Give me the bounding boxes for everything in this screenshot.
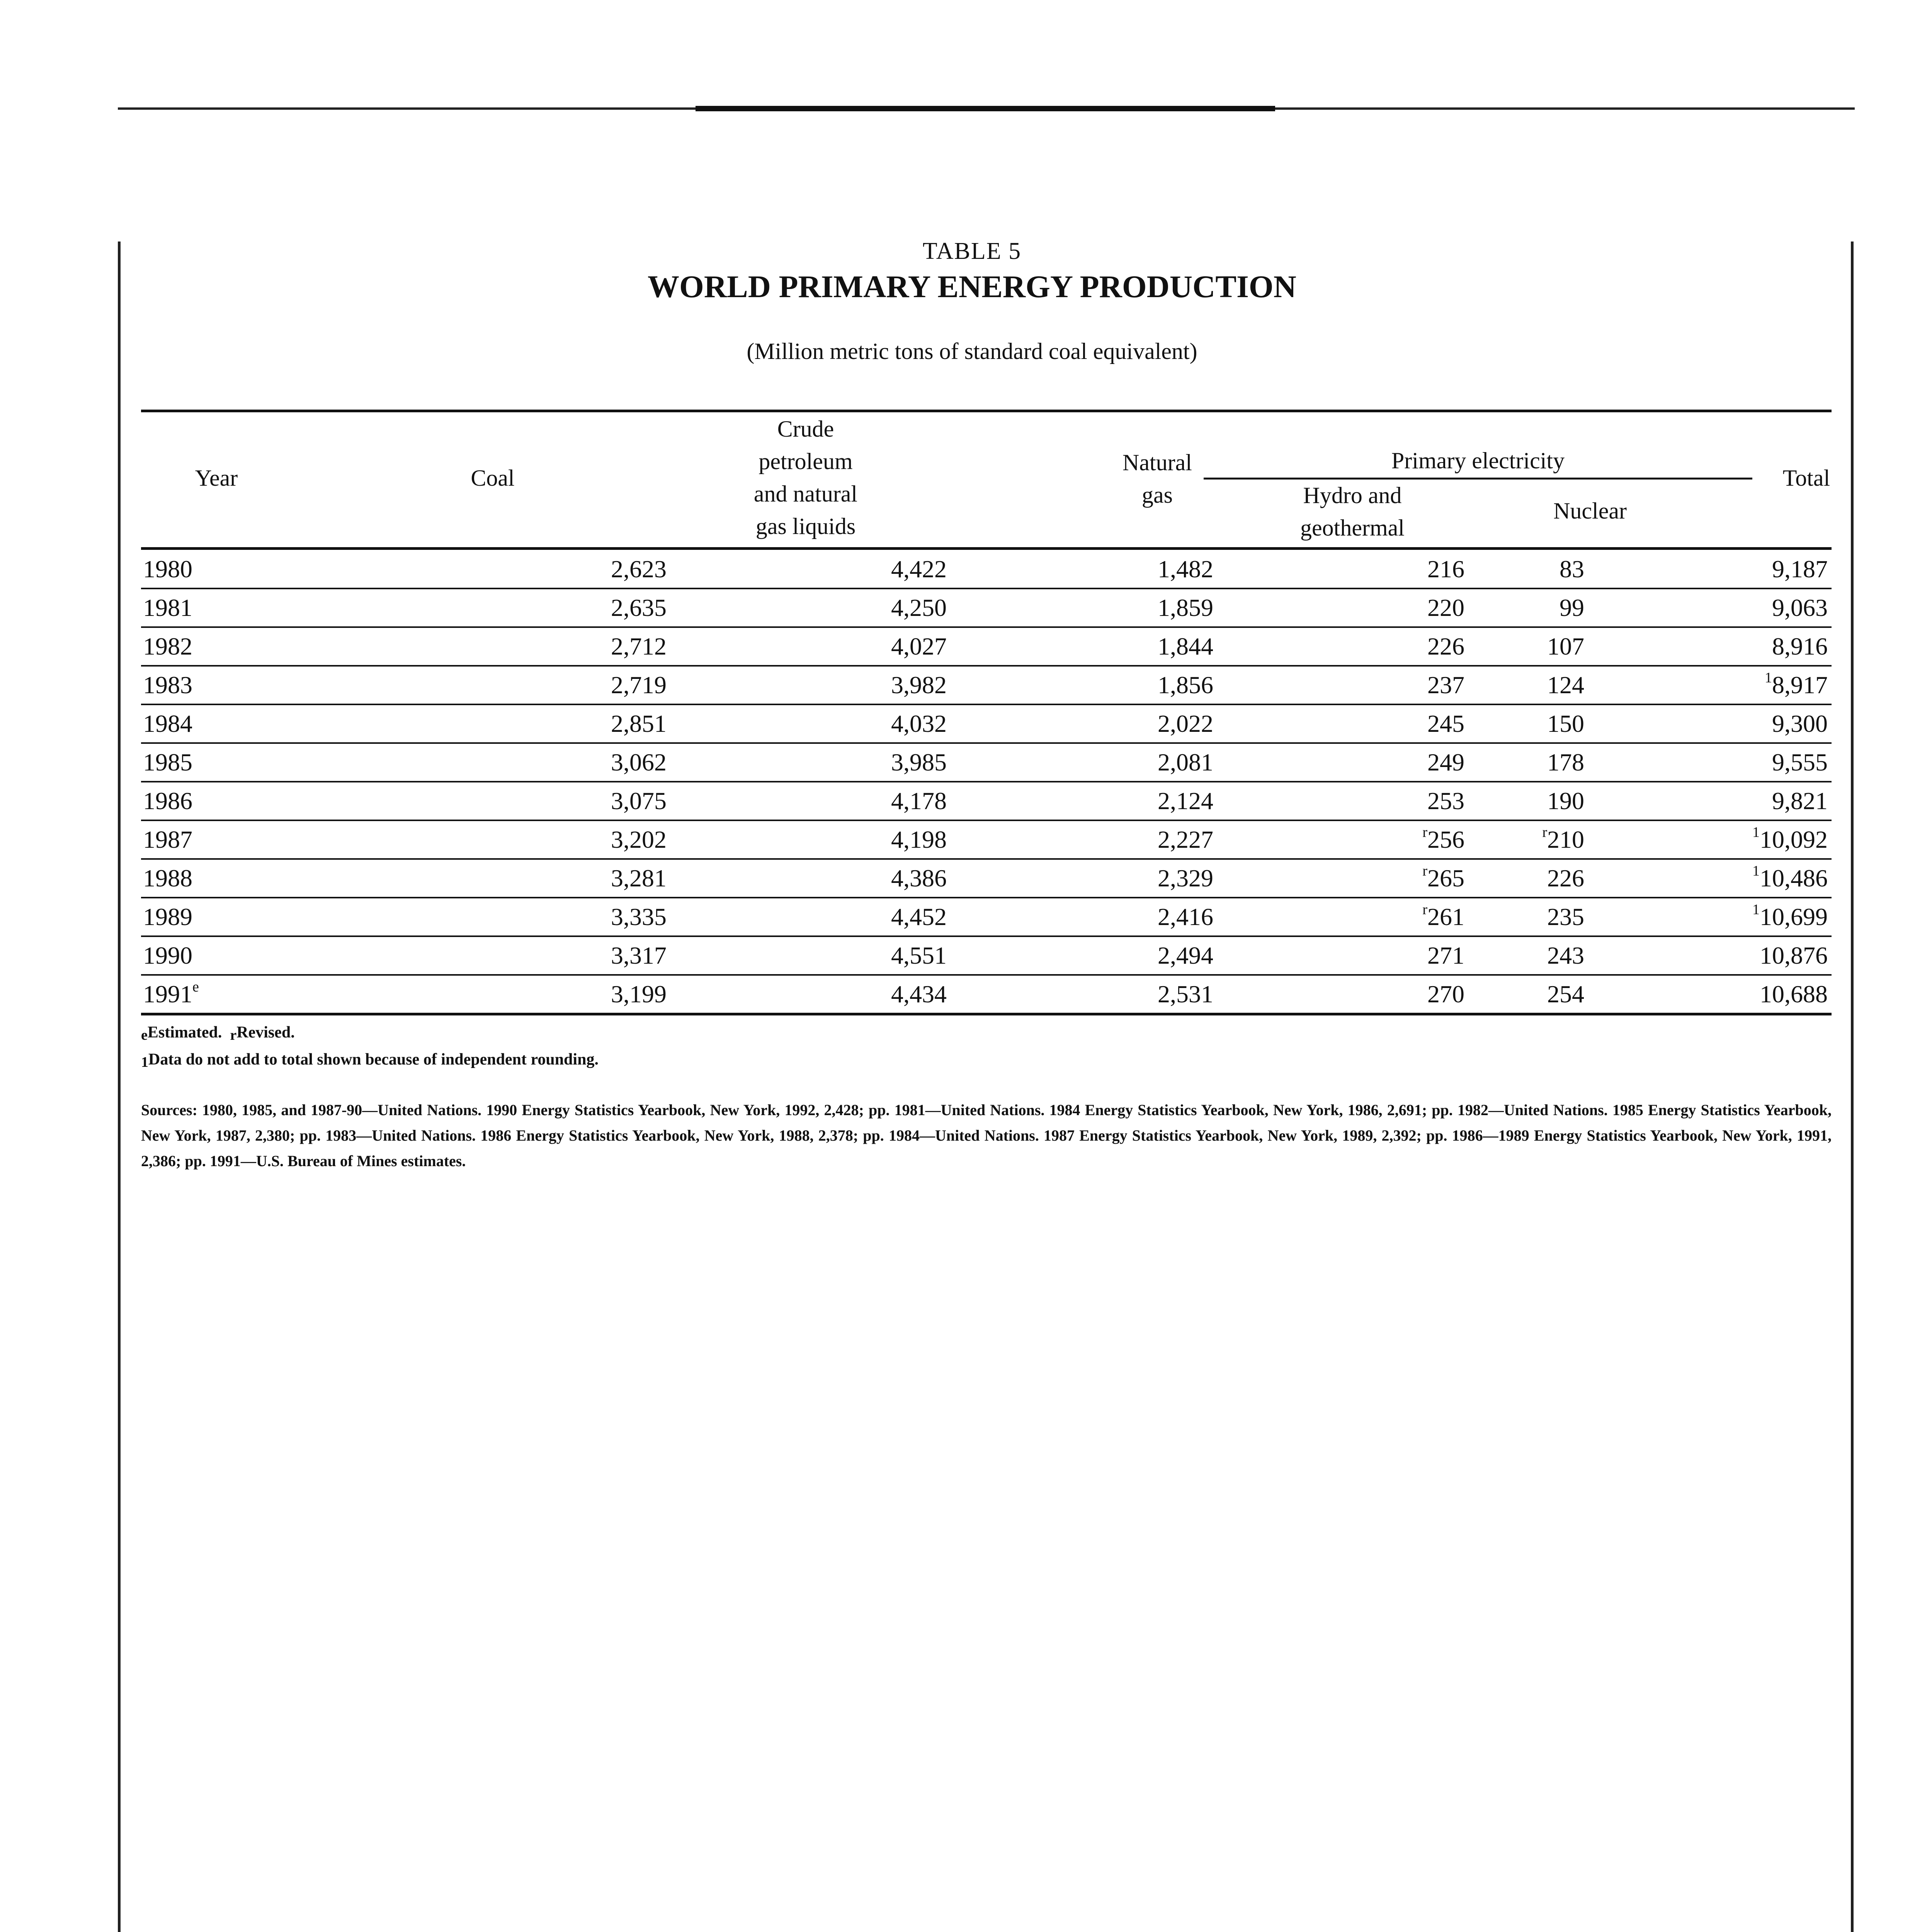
cell-coal: 3,075	[611, 787, 667, 815]
cell-year: 1980	[143, 555, 192, 583]
cell-natural-gas: 1,482	[1158, 555, 1213, 583]
right-frame-line	[1851, 242, 1854, 1932]
cell-total: $^1$8,917	[1765, 670, 1828, 699]
cell-coal: 2,623	[611, 555, 667, 583]
cell-nuclear: 178	[1547, 748, 1584, 776]
cell-nuclear: 124	[1547, 671, 1584, 699]
cell-nuclear: 226	[1547, 864, 1584, 892]
table-row	[141, 975, 1832, 1014]
cell-total: 10,876	[1760, 942, 1828, 969]
cell-crude-petroleum: 4,386	[891, 864, 947, 892]
cell-hydro-geothermal: 245	[1427, 710, 1464, 737]
cell-natural-gas: 2,022	[1158, 710, 1213, 737]
sources-note: Sources: 1980, 1985, and 1987-90—United Nations. 1990 Energy Statistics Yearbook, New York, 1992, 2,428; pp. 1981—United Nations. 1984 Energy Statistics Yearbook, New York, 1986, 2,691; pp. 1982—United Nations. 1985 Energy Statistics Yearbook, New York, 1987, 2,380; pp. 1983—United Nations. 1986 Energy Statistics Yearbook, New York, 1988, 2,378; pp. 1984—United Nations. 1987 Energy Statistics Yearbook, New York, 1989, 2,392; pp. 1986—1989 Energy Statistics Yearbook, New York, 1991, 2,386; pp. 1991—U.S. Bureau of Mines estimates.	[141, 1101, 1832, 1170]
cell-total: 9,555	[1772, 748, 1828, 776]
cell-hydro-geothermal: 249	[1427, 748, 1464, 776]
cell-nuclear: 83	[1560, 555, 1584, 583]
table-row	[141, 859, 1832, 898]
cell-crude-petroleum: 3,985	[891, 748, 947, 776]
cell-year: 1984	[143, 710, 192, 737]
cell-hydro-geothermal: 271	[1427, 942, 1464, 969]
cell-hydro-geothermal: 216	[1427, 555, 1464, 583]
table-bottom-rule	[141, 1013, 1832, 1015]
cell-coal: 3,202	[611, 826, 667, 853]
cell-crude-petroleum: 4,452	[891, 903, 947, 930]
cell-natural-gas: 2,329	[1158, 864, 1213, 892]
header-bottom-rule	[141, 547, 1832, 550]
table-top-rule	[141, 410, 1832, 412]
cell-hydro-geothermal: 270	[1427, 980, 1464, 1008]
table-row	[141, 588, 1832, 627]
cell-crude-petroleum: 3,982	[891, 671, 947, 699]
table-unit: (Million metric tons of standard coal equivalent)	[747, 338, 1197, 364]
cell-natural-gas: 2,227	[1158, 826, 1213, 853]
cell-coal: 2,719	[611, 671, 667, 699]
cell-hydro-geothermal: $^r$265	[1422, 863, 1464, 892]
header-primary-electricity: Primary electricity	[1391, 448, 1565, 473]
table-row	[141, 820, 1832, 859]
cell-crude-petroleum: 4,032	[891, 710, 947, 737]
top-rule-thick	[696, 106, 1275, 111]
cell-hydro-geothermal: 253	[1427, 787, 1464, 815]
cell-total: 9,821	[1772, 787, 1828, 815]
table-row	[141, 627, 1832, 666]
header-year: Year	[195, 465, 238, 491]
cell-coal: 3,335	[611, 903, 667, 930]
cell-hydro-geothermal: 220	[1427, 594, 1464, 621]
cell-crude-petroleum: 4,434	[891, 980, 947, 1008]
cell-crude-petroleum: 4,551	[891, 942, 947, 969]
header-crude-petroleum: Crude petroleum and natural gas liquids	[753, 416, 858, 539]
cell-nuclear: 190	[1547, 787, 1584, 815]
header-nuclear: Nuclear	[1553, 498, 1627, 524]
footnote-estimated-revised: $^e$Estimated. $^r$Revised.	[141, 1024, 295, 1043]
cell-nuclear: 107	[1547, 633, 1584, 660]
cell-natural-gas: 1,859	[1158, 594, 1213, 621]
table-row	[141, 936, 1832, 975]
cell-total: 8,916	[1772, 633, 1828, 660]
cell-coal: 2,851	[611, 710, 667, 737]
cell-crude-petroleum: 4,027	[891, 633, 947, 660]
cell-crude-petroleum: 4,422	[891, 555, 947, 583]
header-coal: Coal	[471, 465, 515, 491]
cell-total: $^1$10,699	[1752, 901, 1828, 930]
cell-total: 9,300	[1772, 710, 1828, 737]
cell-nuclear: 254	[1547, 980, 1584, 1008]
cell-year: 1988	[143, 864, 192, 892]
footnote-rounding: $^1$Data do not add to total shown because of independent rounding.	[141, 1051, 599, 1070]
cell-hydro-geothermal: $^r$256	[1422, 824, 1464, 853]
cell-coal: 2,712	[611, 633, 667, 660]
table-row	[141, 666, 1832, 704]
cell-nuclear: 243	[1547, 942, 1584, 969]
cell-year: 1981	[143, 594, 192, 621]
cell-year: 1990	[143, 942, 192, 969]
table-row	[141, 898, 1832, 936]
cell-nuclear: 235	[1547, 903, 1584, 930]
cell-natural-gas: 2,124	[1158, 787, 1213, 815]
cell-natural-gas: 1,856	[1158, 671, 1213, 699]
cell-year: 1991e	[143, 979, 199, 1008]
cell-coal: 3,062	[611, 748, 667, 776]
table-row	[141, 704, 1832, 743]
cell-crude-petroleum: 4,250	[891, 594, 947, 621]
cell-nuclear: 150	[1547, 710, 1584, 737]
cell-year: 1986	[143, 787, 192, 815]
table-row	[141, 550, 1832, 588]
table-title: WORLD PRIMARY ENERGY PRODUCTION	[648, 269, 1296, 304]
cell-coal: 3,317	[611, 942, 667, 969]
cell-year: 1989	[143, 903, 192, 930]
cell-year: 1985	[143, 748, 192, 776]
cell-hydro-geothermal: 226	[1427, 633, 1464, 660]
cell-hydro-geothermal: $^r$261	[1422, 901, 1464, 930]
cell-hydro-geothermal: 237	[1427, 671, 1464, 699]
cell-natural-gas: 2,081	[1158, 748, 1213, 776]
cell-total: $^1$10,092	[1752, 824, 1828, 853]
table-row	[141, 743, 1832, 782]
cell-coal: 2,635	[611, 594, 667, 621]
cell-coal: 3,281	[611, 864, 667, 892]
cell-year: 1983	[143, 671, 192, 699]
cell-total: 9,063	[1772, 594, 1828, 621]
cell-total: 9,187	[1772, 555, 1828, 583]
cell-total: $^1$10,486	[1752, 863, 1828, 892]
header-total: Total	[1782, 465, 1830, 491]
cell-natural-gas: 1,844	[1158, 633, 1213, 660]
header-natural-gas: Natural gas	[1122, 450, 1192, 508]
header-hydro-geothermal: Hydro and geothermal	[1300, 483, 1405, 541]
cell-year: 1987	[143, 826, 192, 853]
table-number: TABLE 5	[922, 238, 1022, 264]
cell-total: 10,688	[1760, 980, 1828, 1008]
cell-crude-petroleum: 4,198	[891, 826, 947, 853]
cell-natural-gas: 2,416	[1158, 903, 1213, 930]
cell-natural-gas: 2,531	[1158, 980, 1213, 1008]
cell-crude-petroleum: 4,178	[891, 787, 947, 815]
cell-natural-gas: 2,494	[1158, 942, 1213, 969]
cell-coal: 3,199	[611, 980, 667, 1008]
cell-nuclear: 99	[1560, 594, 1584, 621]
cell-nuclear: $^r$210	[1542, 824, 1584, 853]
cell-year: 1982	[143, 633, 192, 660]
left-frame-line	[118, 242, 121, 1932]
table-row	[141, 782, 1832, 820]
